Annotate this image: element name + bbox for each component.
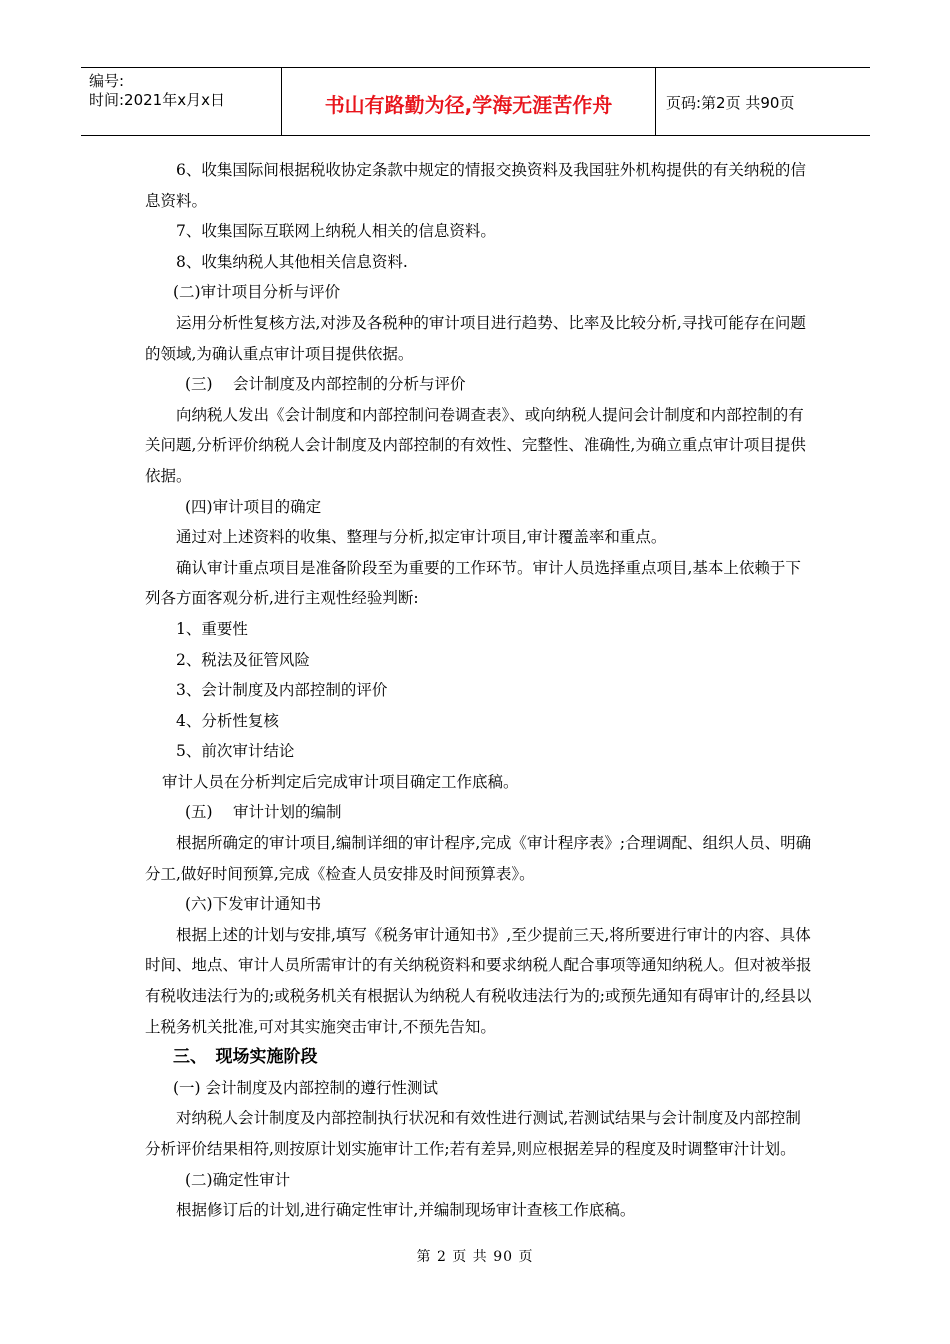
subheading: (五) 审计计划的编制 — [185, 803, 342, 822]
section-heading: 三、 现场实施阶段 — [173, 1047, 318, 1068]
paragraph: 确认审计重点项目是准备阶段至为重要的工作环节。审计人员选择重点项目,基本上依赖于下列各方面客观分析,进行主观性经验判断: — [145, 558, 801, 608]
document-date: 时间:2021年x月x日 — [89, 91, 225, 109]
paragraph: 8、收集纳税人其他相关信息资料. — [176, 252, 408, 271]
paragraph: 向纳税人发出《会计制度和内部控制问卷调查表》、或向纳税人提问会计制度和内部控制的有关问题,分析评价纳税人会计制度及内部控制的有效性、完整性、准确性,为确立重点审计项目提供依据。 — [145, 405, 806, 485]
document-number-label: 编号: — [89, 72, 125, 90]
paragraph: 根据上述的计划与安排,填写《税务审计通知书》,至少提前三天,将所要进行审计的内容、具体时间、地点、审计人员所需审计的有关纳税资料和要求纳税人配合事项等通知纳税人。但对被举报有税收违法行为的;或税务机关有根据认为纳税人有税收违法行为的;或预先通知有碍审计的,经县以上税务机关批准,可对其实施突击审计,不预先告知。 — [145, 925, 812, 1036]
header-meta — [81, 68, 282, 135]
list-item: 3、会计制度及内部控制的评价 — [176, 681, 388, 700]
page-footer: 第 2 页 共 90 页 — [416, 1249, 534, 1265]
paragraph: 根据修订后的计划,进行确定性审计,并编制现场审计查核工作底稿。 — [176, 1201, 636, 1220]
list-item: 4、分析性复核 — [176, 711, 279, 730]
paragraph: 运用分析性复核方法,对涉及各税种的审计项目进行趋势、比率及比较分析,寻找可能存在问题的领域,为确认重点审计项目提供依据。 — [145, 313, 806, 363]
list-item: 5、前次审计结论 — [176, 742, 295, 761]
subheading: (六)下发审计通知书 — [185, 895, 322, 914]
list-item: 1、重要性 — [176, 619, 248, 638]
paragraph: 对纳税人会计制度及内部控制执行状况和有效性进行测试,若测试结果与会计制度及内部控制分析评价结果相符,则按原计划实施审计工作;若有差异,则应根据差异的程度及时调整审汁计划。 — [145, 1109, 801, 1158]
paragraph: 6、收集国际间根据税收协定条款中规定的情报交换资料及我国驻外机构提供的有关纳税的信息资料。 — [145, 161, 806, 210]
paragraph: 审计人员在分析判定后完成审计项目确定工作底稿。 — [162, 772, 519, 791]
subheading: (二)确定性审计 — [185, 1170, 291, 1189]
paragraph: 通过对上述资料的收集、整理与分析,拟定审计项目,审计覆盖率和重点。 — [176, 528, 667, 547]
page-header — [81, 67, 870, 136]
header-page-info: 页码:第2页 共90页 — [666, 94, 795, 112]
header-motto: 书山有路勤为径,学海无涯苦作舟 — [282, 68, 656, 135]
list-item: 2、税法及征管风险 — [176, 650, 310, 669]
subheading: (二)审计项目分析与评价 — [173, 283, 341, 302]
subheading: (一) 会计制度及内部控制的遵行性测试 — [173, 1078, 439, 1097]
document-body — [145, 155, 815, 1226]
paragraph: 7、收集国际互联网上纳税人相关的信息资料。 — [176, 222, 496, 241]
subheading: (四)审计项目的确定 — [185, 497, 322, 516]
subheading: (三) 会计制度及内部控制的分析与评价 — [185, 375, 466, 394]
paragraph: 根据所确定的审计项目,编制详细的审计程序,完成《审计程序表》;合理调配、组织人员、明确分工,做好时间预算,完成《检查人员安排及时间预算表》。 — [145, 834, 812, 883]
